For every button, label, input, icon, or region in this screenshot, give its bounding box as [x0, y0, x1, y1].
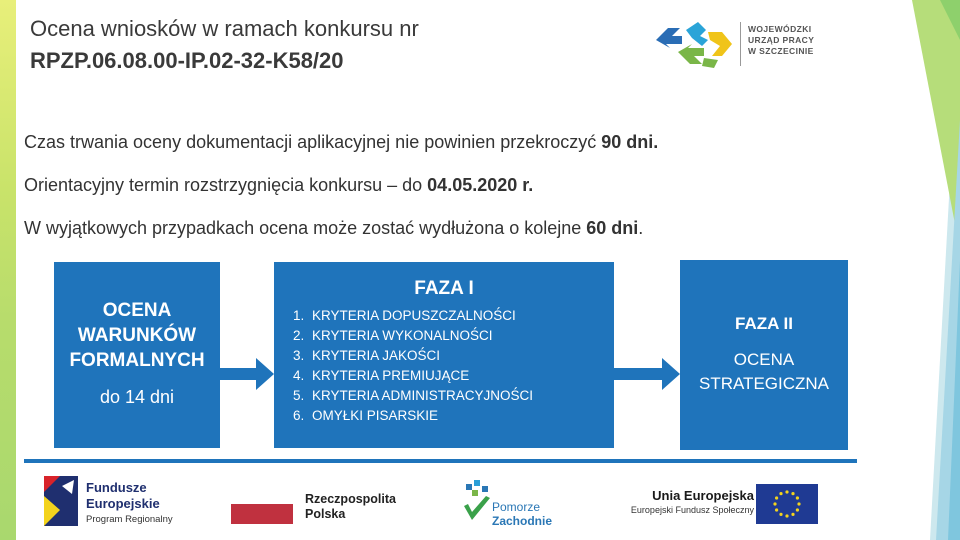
phase-2-line-2: STRATEGICZNA [698, 374, 830, 393]
logo-line-2: URZĄD PRACY [748, 35, 815, 45]
right-decor-triangles [840, 0, 960, 540]
fe-logo-icon [44, 476, 78, 526]
info-line-2-text: Orientacyjny termin rozstrzygnięcia konkursu – do [24, 175, 428, 195]
info-line-3-end: . [638, 218, 644, 238]
criteria-item: 2. KRYTERIA WYKONALNOŚCI [308, 326, 614, 346]
arrow-right-icon [220, 356, 274, 392]
page-title [30, 14, 419, 78]
eu-line-1: Unia Europejska [652, 488, 754, 503]
poland-flag-icon [231, 492, 293, 524]
fe-logo-text [86, 480, 226, 528]
fe-line-2: Europejskie [86, 496, 160, 511]
rp-line-2: Polska [305, 507, 346, 521]
wup-logo-icon [652, 18, 736, 70]
title-line-1: Ocena wniosków w ramach konkursu nr [30, 16, 419, 41]
pz-line-2: Zachodnie [492, 514, 553, 528]
criteria-item: 6. OMYŁKI PISARSKIE [308, 406, 614, 426]
arrow-right-icon [614, 356, 680, 392]
formal-title-line-1: OCENA [102, 300, 172, 321]
phase-1-box [274, 262, 614, 448]
phase-2-heading: FAZA II [735, 314, 793, 333]
info-line-1-text: Czas trwania oceny dokumentacji aplikacyjnej nie powinien przekroczyć [24, 132, 602, 152]
logo-separator [740, 22, 741, 66]
logo-line-1: WOJEWÓDZKI [748, 24, 812, 34]
eu-line-2: Europejski Fundusz Społeczny [630, 505, 754, 515]
criteria-item: 1. KRYTERIA DOPUSZCZALNOŚCI [308, 306, 614, 326]
formal-title-line-3: FORMALNYCH [69, 350, 205, 371]
left-accent-bar [0, 0, 16, 540]
info-line-3-bold: 60 dni [586, 218, 639, 238]
footer-divider [24, 459, 857, 463]
formal-evaluation-title [54, 298, 220, 373]
pomorze-logo-text [492, 500, 572, 528]
fe-line-1: Fundusze [86, 480, 147, 495]
title-line-2: RPZP.06.08.00-IP.02-32-K58/20 [30, 48, 344, 73]
info-line-3-text: W wyjątkowych przypadkach ocena może zostać wydłużona o kolejne [24, 218, 587, 238]
fe-line-3: Program Regionalny [86, 514, 173, 525]
phase-2-description [680, 348, 848, 396]
pomorze-logo-icon [462, 480, 492, 524]
eu-logo-text [614, 488, 754, 515]
logo-line-3: W SZCZECINIE [748, 46, 814, 56]
rp-line-1: Rzeczpospolita [305, 492, 396, 506]
phase-2-box [680, 260, 848, 450]
pz-line-1: Pomorze [492, 500, 541, 514]
phase-2-line-1: OCENA [733, 350, 795, 369]
phase-1-heading: FAZA I [414, 278, 474, 299]
formal-evaluation-duration: do 14 dni [99, 387, 175, 407]
info-line-1 [24, 132, 658, 153]
info-line-2 [24, 175, 533, 196]
criteria-item: 5. KRYTERIA ADMINISTRACYJNOŚCI [308, 386, 614, 406]
wup-logo [652, 18, 828, 70]
phase-1-criteria-list [274, 306, 614, 426]
formal-evaluation-box [54, 262, 220, 448]
criteria-item: 3. KRYTERIA JAKOŚCI [308, 346, 614, 366]
logo-text [748, 24, 814, 57]
info-line-1-bold: 90 dni. [601, 132, 659, 152]
formal-title-line-2: WARUNKÓW [77, 325, 197, 346]
rp-logo-text [305, 492, 425, 522]
info-line-3 [24, 218, 643, 239]
criteria-item: 4. KRYTERIA PREMIUJĄCE [308, 366, 614, 386]
eu-flag-icon [756, 484, 818, 524]
info-line-2-bold: 04.05.2020 r. [427, 175, 534, 195]
